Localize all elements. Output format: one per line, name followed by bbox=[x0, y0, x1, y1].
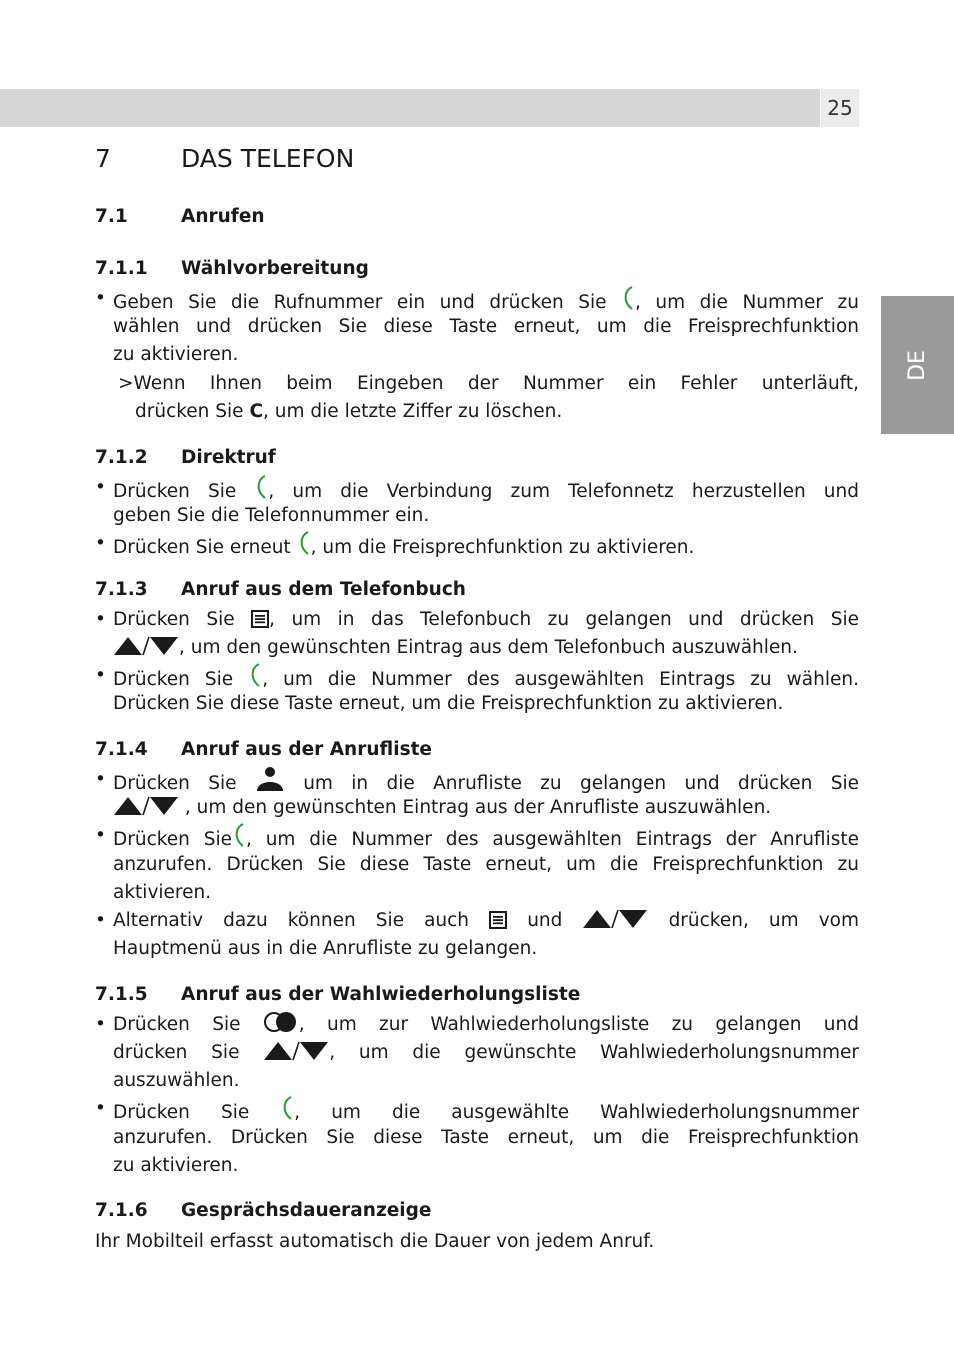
bullet: • bbox=[95, 1098, 106, 1119]
note-line: drücken Sie C, um die letzte Ziffer zu löschen. bbox=[135, 401, 563, 422]
section-title: Anrufen bbox=[181, 206, 265, 227]
menu-list-icon bbox=[489, 911, 507, 929]
chapter-title: DAS TELEFON bbox=[181, 144, 355, 173]
text-line: auszuwählen. bbox=[113, 1070, 240, 1091]
text-line: Geben Sie die Rufnummer ein und drücken Sie , um die Nummer zu bbox=[113, 285, 859, 317]
call-key-icon bbox=[248, 662, 262, 688]
subsection-heading-714: 7.1.4 Anruf aus der Anrufliste bbox=[95, 739, 432, 760]
text-line: , um den gewünschten Eintrag aus der Anrufliste auszuwählen. bbox=[113, 794, 771, 822]
call-key-icon bbox=[297, 530, 311, 556]
call-key-icon bbox=[280, 1095, 294, 1121]
call-key-icon bbox=[232, 822, 246, 848]
text-line: Drücken Sie , um zur Wahlwiederholungsliste zu gelangen und bbox=[113, 1011, 859, 1039]
menu-list-icon bbox=[251, 610, 269, 628]
up-down-arrows-icon bbox=[263, 1041, 329, 1061]
text-line: geben Sie die Telefonnummer ein. bbox=[113, 505, 430, 526]
subsection-heading-711 bbox=[95, 258, 369, 279]
bullet: • bbox=[95, 665, 106, 686]
call-key-icon bbox=[254, 474, 268, 500]
paragraph: Ihr Mobilteil erfasst automatisch die Dauer von jedem Anruf. bbox=[95, 1231, 655, 1252]
subsection-number: 7.1.1 bbox=[95, 258, 148, 279]
text-line: anzurufen. Drücken Sie diese Taste erneut, um die Freisprechfunktion zu bbox=[113, 854, 859, 875]
text-line: Drücken Sie um in die Anrufliste zu gelangen und drücken Sie bbox=[113, 766, 859, 798]
text-line: anzurufen. Drücken Sie diese Taste erneut, um die Freisprechfunktion bbox=[113, 1127, 859, 1148]
redial-icon bbox=[263, 1011, 299, 1033]
bullet: • bbox=[95, 910, 106, 931]
person-icon bbox=[255, 766, 285, 792]
text-line: Drücken Sie diese Taste erneut, um die Freisprechfunktion zu aktivieren. bbox=[113, 693, 784, 714]
subsection-heading-713: 7.1.3 Anruf aus dem Telefonbuch bbox=[95, 579, 466, 600]
text-line: zu aktivieren. bbox=[113, 344, 239, 365]
text-line: , um den gewünschten Eintrag aus dem Telefonbuch auszuwählen. bbox=[113, 634, 798, 662]
bullet: • bbox=[95, 825, 106, 846]
bullet: • bbox=[95, 477, 106, 498]
subsection-heading-715: 7.1.5 Anruf aus der Wahlwiederholungsliste bbox=[95, 984, 581, 1005]
up-down-arrows-icon bbox=[113, 796, 179, 816]
language-tab-label: DE bbox=[905, 349, 930, 381]
call-key-icon bbox=[621, 285, 635, 311]
clear-key-label: C bbox=[249, 401, 264, 422]
bullet: • bbox=[95, 609, 106, 630]
text-line: wählen und drücken Sie diese Taste erneut, um die Freisprechfunktion bbox=[113, 316, 859, 337]
text-line: Drücken Sie , um die Verbindung zum Telefonnetz herzustellen und bbox=[113, 474, 859, 506]
bullet: • bbox=[95, 288, 106, 309]
language-tab-label-wrap bbox=[881, 296, 954, 434]
text-line: Alternativ dazu können Sie auch und drücken, um vom bbox=[113, 910, 860, 931]
bullet: • bbox=[95, 533, 106, 554]
section-number: 7.1 bbox=[95, 206, 128, 227]
up-down-arrows-icon bbox=[113, 636, 179, 656]
text-line: aktivieren. bbox=[113, 882, 212, 903]
page-number: 25 bbox=[821, 89, 859, 127]
header-bar bbox=[0, 89, 820, 127]
text-line: Drücken Sie , um die Nummer des ausgewählten Eintrags der Anrufliste bbox=[113, 822, 859, 854]
text-line: Drücken Sie , um die ausgewählte Wahlwiederholungsnummer bbox=[113, 1095, 859, 1127]
chapter-number: 7 bbox=[95, 144, 111, 173]
chapter-heading bbox=[95, 144, 354, 173]
bullet: • bbox=[95, 769, 106, 790]
subsection-heading-716: 7.1.6 Gesprächsdaueranzeige bbox=[95, 1200, 432, 1221]
note-line: >Wenn Ihnen beim Eingeben der Nummer ein Fehler unterläuft, bbox=[118, 373, 859, 394]
subsection-title: Wählvorbereitung bbox=[181, 258, 369, 279]
bullet: • bbox=[95, 1014, 106, 1035]
text-line: Drücken Sie , um die Nummer des ausgewählten Eintrags zu wählen. bbox=[113, 662, 859, 694]
text-line: Hauptmenü aus in die Anrufliste zu gelangen. bbox=[113, 938, 538, 959]
subsection-heading-712: 7.1.2 Direktruf bbox=[95, 447, 276, 468]
text-line: zu aktivieren. bbox=[113, 1155, 239, 1176]
text-line: Drücken Sie , um in das Telefonbuch zu gelangen und drücken Sie bbox=[113, 609, 859, 630]
up-down-arrows-icon bbox=[582, 909, 648, 929]
section-heading bbox=[95, 206, 265, 227]
text-line: drücken Sie , um die gewünschte Wahlwiederholungsnummer bbox=[113, 1042, 859, 1063]
text-line: Drücken Sie erneut , um die Freisprechfunktion zu aktivieren. bbox=[113, 530, 694, 562]
